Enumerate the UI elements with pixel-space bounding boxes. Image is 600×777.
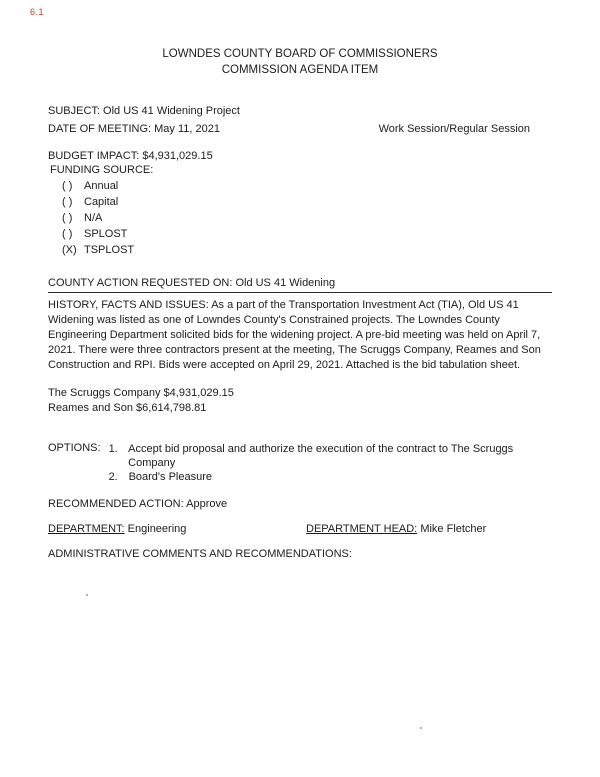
options-list <box>109 442 552 484</box>
scan-speck <box>86 594 88 596</box>
funding-option-label: Annual <box>84 180 119 192</box>
bid-line-scruggs: The Scruggs Company $4,931,029.15 <box>48 387 234 399</box>
scan-speck <box>420 727 422 729</box>
document-title <box>48 46 552 78</box>
funding-option-capital <box>62 194 552 210</box>
checkbox-mark-checked: (X) <box>62 244 77 256</box>
bid-line-reames: Reames and Son $6,614,798.81 <box>48 402 207 414</box>
funding-option-tsplost <box>62 242 552 258</box>
checkbox-mark: ( ) <box>62 180 73 192</box>
county-action-line <box>48 277 552 293</box>
history-facts-paragraph: HISTORY, FACTS AND ISSUES: As a part of the Transportation Investment Act (TIA), Old US 41 Widening was listed as one of Lowndes County's Constrained projects. The Lowndes County Engineering Department solicited bids for the widening project. A pre-bid meeting was held on April 7, 2021. There were three contractors present at the meeting, The Scruggs Company, Reames and Son Construction and RPI. Bids were accepted on April 29, 2021. Attached is the bid tabulation sheet. <box>48 299 541 371</box>
date-label: DATE OF MEETING: <box>48 123 152 135</box>
funding-option-label: SPLOST <box>84 228 128 240</box>
department-value: Engineering <box>127 523 187 535</box>
funding-option-splost <box>62 226 552 242</box>
administrative-comments-label: ADMINISTRATIVE COMMENTS AND RECOMMENDATIONS: <box>48 548 352 560</box>
recommended-action-line <box>48 498 552 510</box>
recommended-action-label: RECOMMENDED ACTION: <box>48 498 184 510</box>
checkbox-mark: ( ) <box>62 196 73 208</box>
date-row <box>48 123 552 135</box>
funding-source-label: FUNDING SOURCE: <box>50 164 154 176</box>
funding-option-label: TSPLOST <box>84 244 135 256</box>
option-text: Accept bid proposal and authorize the execution of the contract to The Scruggs Company <box>128 443 514 469</box>
date-value: May 11, 2021 <box>154 123 220 135</box>
option-number: 1. <box>108 443 118 455</box>
department-label: DEPARTMENT: <box>48 523 125 535</box>
option-number: 2. <box>108 471 118 483</box>
budget-label: BUDGET IMPACT: <box>48 150 140 162</box>
department-row <box>48 523 552 535</box>
county-action-label: COUNTY ACTION REQUESTED ON: <box>48 277 233 289</box>
funding-option-na <box>62 210 552 226</box>
red-page-stamp: 6.1 <box>30 7 45 17</box>
checkbox-mark: ( ) <box>62 212 73 224</box>
bid-amounts <box>48 386 552 416</box>
recommended-action-value: Approve <box>186 498 228 510</box>
document-title-line2: COMMISSION AGENDA ITEM <box>221 64 379 76</box>
session-type-label: Work Session/Regular Session <box>378 123 530 135</box>
option-item-1 <box>109 442 552 470</box>
county-action-value: Old US 41 Widening <box>235 277 336 289</box>
options-label: OPTIONS: <box>48 442 101 454</box>
department-head-label: DEPARTMENT HEAD: <box>306 523 418 535</box>
department-head-value: Mike Fletcher <box>420 523 487 535</box>
budget-impact-line <box>48 150 552 162</box>
document-title-line1: LOWNDES COUNTY BOARD OF COMMISSIONERS <box>162 48 438 60</box>
funding-option-annual <box>62 178 552 194</box>
funding-options-list <box>48 178 552 258</box>
budget-value: $4,931,029.15 <box>142 150 213 162</box>
option-item-2 <box>109 470 552 484</box>
option-text: Board's Pleasure <box>128 471 212 483</box>
subject-label: SUBJECT: <box>48 105 100 117</box>
department-head-line <box>306 523 486 535</box>
date-of-meeting-line <box>48 123 220 135</box>
funding-option-label: N/A <box>84 212 103 224</box>
checkbox-mark: ( ) <box>62 228 73 240</box>
department-line <box>48 523 306 535</box>
options-section <box>48 442 552 484</box>
subject-value: Old US 41 Widening Project <box>103 105 240 117</box>
funding-option-label: Capital <box>84 196 119 208</box>
subject-line <box>48 105 552 117</box>
